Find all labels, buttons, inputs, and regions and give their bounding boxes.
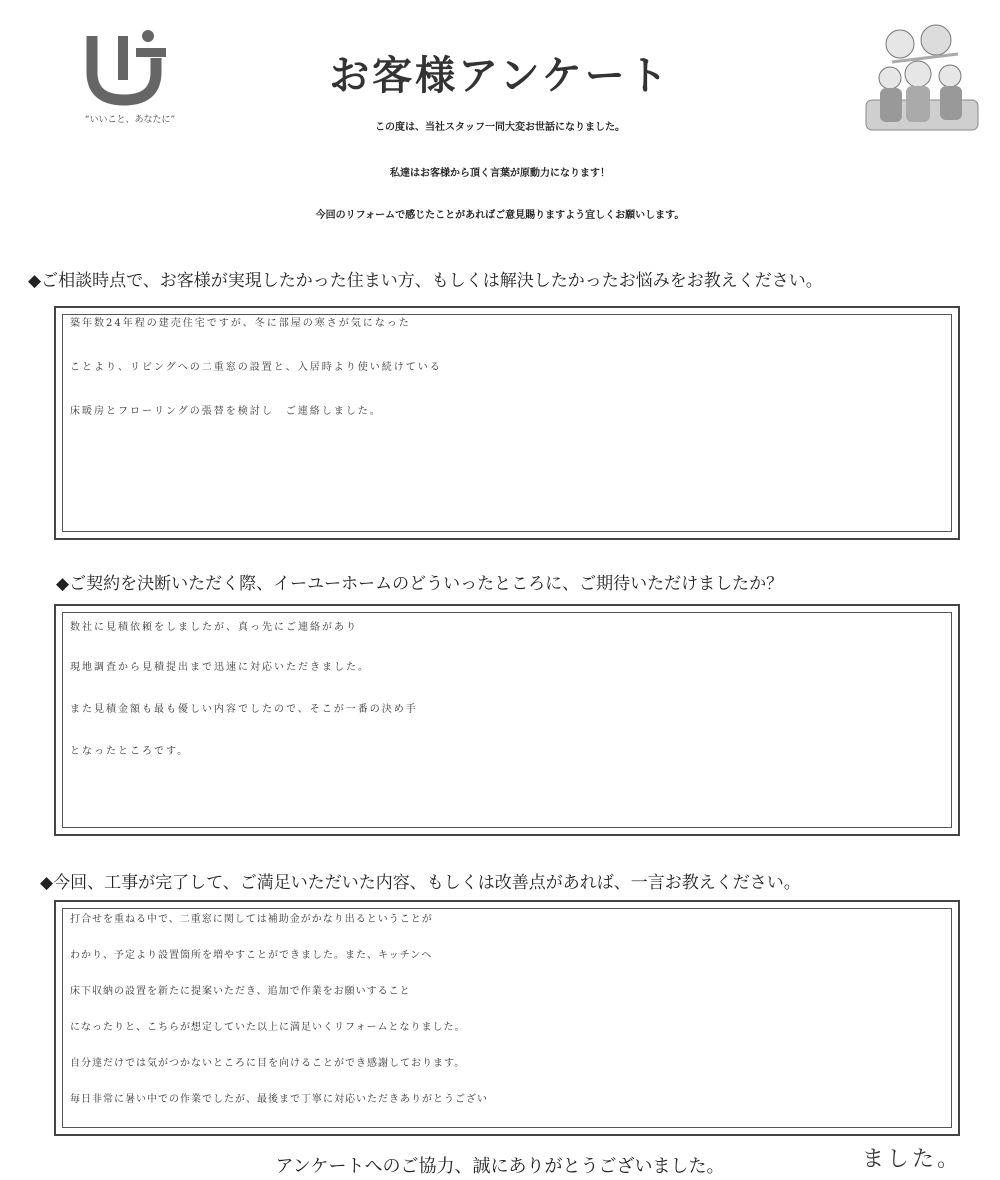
- answer-3-line-6: 毎日非常に暑い中での作業でしたが、最後まで丁寧に対応いただきありがとうござい: [70, 1094, 488, 1105]
- page-title: お客様アンケート: [329, 53, 671, 99]
- answer-2-line-3: また見積金額も最も優しい内容でしたので、そこが一番の決め手: [70, 704, 418, 715]
- answer-3-line-3: 床下収納の設置を新たに提案いただき、追加で作業をお願いすること: [70, 986, 411, 997]
- answer-3-line-1: 打合せを重ねる中で、二重窓に関しては補助金がかなり出るということが: [70, 914, 433, 925]
- answer-1-line-3: 床暖房とフローリングの張替を検討し ご連絡しました。: [70, 406, 382, 417]
- answer-1-line-1: 築年数24年程の建売住宅ですが、冬に部屋の寒さが気になった: [70, 318, 411, 329]
- logo-tagline: “いいこと、あなたに”: [84, 115, 176, 125]
- answer-2-line-4: となったところです。: [70, 746, 190, 757]
- answer-box-2: [54, 604, 960, 836]
- question-3: ◆今回、工事が完了して、ご満足いただいた内容、もしくは改善点があれば、一言お教えください。: [40, 873, 801, 893]
- answer-3-line-2: わかり、予定より設置箇所を増やすことができました。また、キッチンへ: [70, 950, 433, 961]
- answer-3-line-4: になったりと、こちらが想定していた以上に満足いくリフォームとなりました。: [70, 1022, 466, 1033]
- answer-3-tail: ました。: [862, 1147, 963, 1172]
- answer-2-line-2: 現地調査から見積提出まで迅速に対応いただきました。: [70, 662, 370, 673]
- question-2: ◆ご契約を決断いただく際、イーユーホームのどういったところに、ご期待いただけましたか？: [56, 574, 784, 594]
- answer-2-line-1: 数社に見積依頼をしましたが、真っ先にご連絡があり: [70, 622, 358, 633]
- question-1: ◆ご相談時点で、お客様が実現したかった住まい方、もしくは解決したかったお悩みをお教えください。: [28, 271, 823, 291]
- answer-3-line-5: 自分達だけでは気がつかないところに目を向けることができ感謝しております。: [70, 1058, 466, 1069]
- answer-1-line-2: ことより、リビングへの二重窓の設置と、入居時より使い続けている: [70, 362, 442, 373]
- intro-line-2: 私達はお客様から頂く言葉が原動力になります！: [390, 168, 610, 179]
- answer-box-3: [54, 900, 960, 1136]
- answer-box-1: [54, 306, 960, 540]
- intro-line-1: この度は、当社スタッフ一同大変お世話になりました。: [375, 122, 625, 133]
- footer-thanks: アンケートへのご協力、誠にありがとうございました。: [275, 1156, 725, 1177]
- intro-line-3: 今回のリフォームで感じたことがあればご意見賜りますよう宜しくお願いします。: [315, 210, 685, 221]
